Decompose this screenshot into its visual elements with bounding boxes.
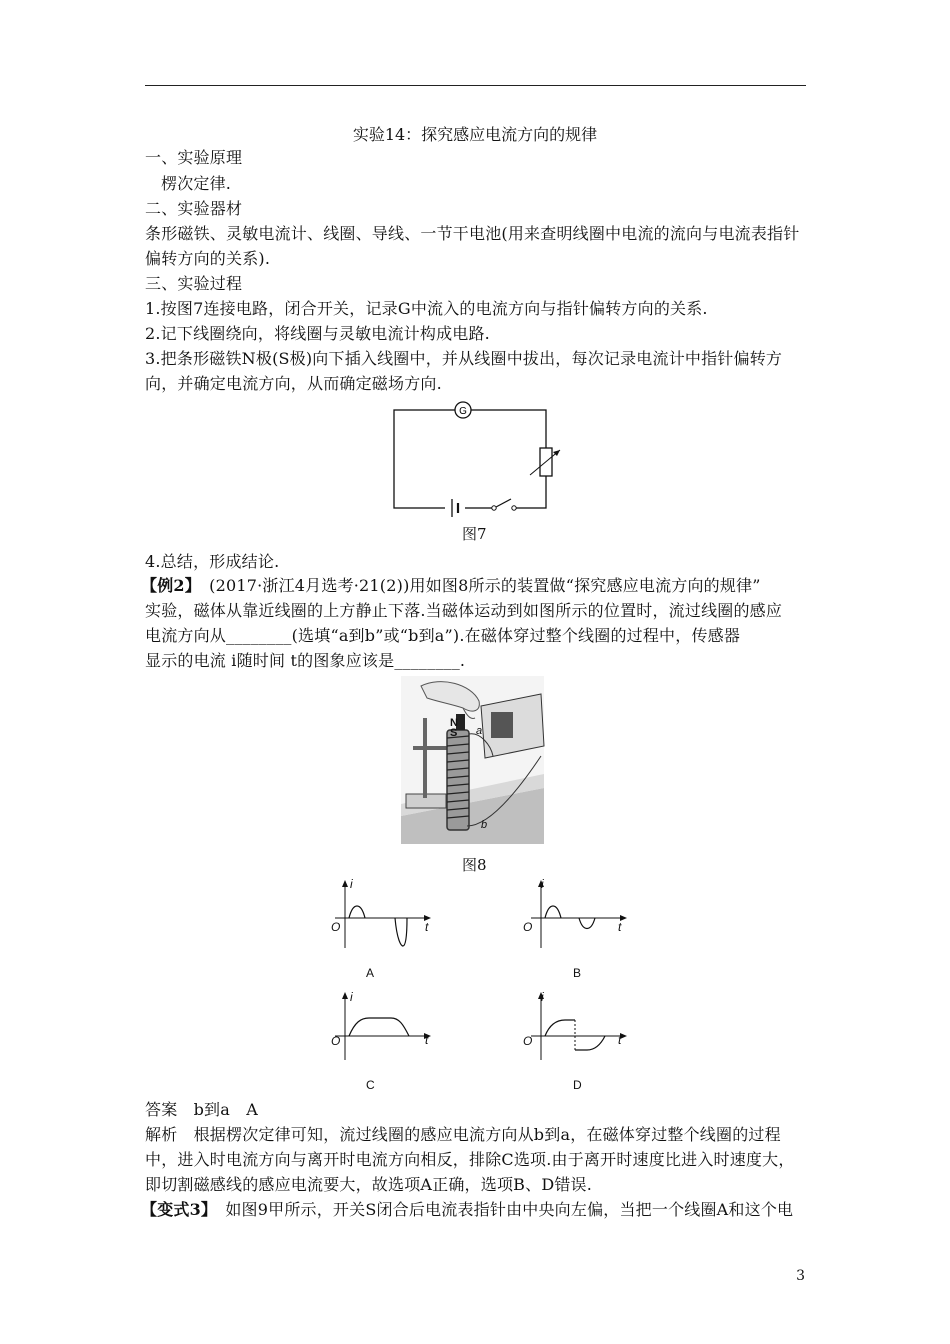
example-line-1 [141,576,761,596]
variant-text: 如图9甲所示，开关S闭合后电流表指针由中央向左偏，当把一个线圈A和这个电 [209,1200,794,1219]
graph-d-i-label: i [541,990,544,1004]
example-tag: 【例2】 [141,576,193,595]
step-3-line-2: 向，并确定电流方向，从而确定磁场方向. [145,374,442,393]
analysis-text-1: 根据楞次定律可知，流过线圈的感应电流方向从b到a，在磁体穿过整个线圈的过程 [177,1125,781,1144]
principle-text: 楞次定律. [161,174,232,193]
graph-c-origin-label: O [331,1034,341,1048]
coil-terminal-a-label: a [476,725,483,737]
option-d-label: D [573,1078,582,1092]
example-text-1: (2017·浙江4月选考·21(2))用如图8所示的装置做“探究感应电流方向的规律” [192,576,761,595]
answer-value: b到a A [177,1100,258,1119]
analysis-line-2: 中，进入时电流方向与离开时电流方向相反，排除C选项.由于离开时速度比进入时速度大， [145,1150,795,1169]
graph-b-i-label: i [541,877,544,891]
step-4: 4.总结，形成结论. [145,552,280,571]
variant-tag: 【变式3】 [141,1200,210,1219]
graph-d-t-label: t [618,1033,622,1047]
analysis-line-3: 即切割磁感线的感应电流要大，故选项A正确，选项B、D错误. [145,1175,593,1194]
figure-7-circuit [390,400,560,515]
analysis-label: 解析 [145,1125,178,1144]
equipment-heading: 二、实验器材 [145,199,243,218]
principle-heading: 一、实验原理 [145,148,243,167]
process-heading: 三、实验过程 [145,274,243,293]
page-number: 3 [796,1268,805,1284]
example-line-2: 实验，磁体从靠近线圈的上方静止下落.当磁体运动到如图所示的位置时，流过线圈的感应 [145,601,783,620]
variant-line [141,1200,793,1220]
graph-a [325,880,435,950]
graph-c [325,992,435,1062]
equipment-line-2: 偏转方向的关系). [145,249,271,268]
step-1: 1.按图7连接电路，闭合开关，记录G中流入的电流方向与指针偏转方向的关系. [145,299,708,318]
graph-c-t-label: t [425,1033,429,1047]
equipment-line-1: 条形磁铁、灵敏电流计、线圈、导线、一节干电池(用来查明线圈中电流的流向与电流表指针 [145,224,800,243]
graph-c-i-label: i [350,990,353,1004]
option-b-label: B [573,966,582,980]
answer-line [145,1100,258,1120]
graph-b [521,880,631,950]
option-a-label: A [366,966,375,980]
graph-d-origin-label: O [523,1034,533,1048]
answer-label: 答案 [145,1100,178,1119]
magnet-s-label: S [450,727,458,739]
analysis-line-1 [145,1125,781,1145]
example-line-3: 电流方向从________(选填“a到b”或“b到a”).在磁体穿过整个线圈的过程中，传感器 [145,626,741,645]
graph-b-origin-label: O [523,920,533,934]
graph-b-t-label: t [618,920,622,934]
option-c-label: C [366,1078,375,1092]
magnet-n-label: N [450,717,458,729]
figure-8-caption: 图8 [462,856,487,874]
graph-a-t-label: t [425,920,429,934]
step-2: 2.记下线圈绕向，将线圈与灵敏电流计构成电路. [145,324,490,343]
graph-a-origin-label: O [331,920,341,934]
header-rule [145,85,806,86]
figure-7-caption: 图7 [462,525,487,543]
galvanometer-label: G [459,406,467,417]
graph-d [521,992,631,1062]
coil-terminal-b-label: b [481,819,488,831]
example-line-4: 显示的电流 i随时间 t的图象应该是________. [145,651,466,670]
step-3-line-1: 3.把条形磁铁N极(S极)向下插入线圈中，并从线圈中拔出，每次记录电流计中指针偏转方 [145,349,783,368]
figure-8-apparatus-image [401,676,544,844]
graph-a-i-label: i [350,877,353,891]
page-title: 实验14：探究感应电流方向的规律 [352,125,598,144]
